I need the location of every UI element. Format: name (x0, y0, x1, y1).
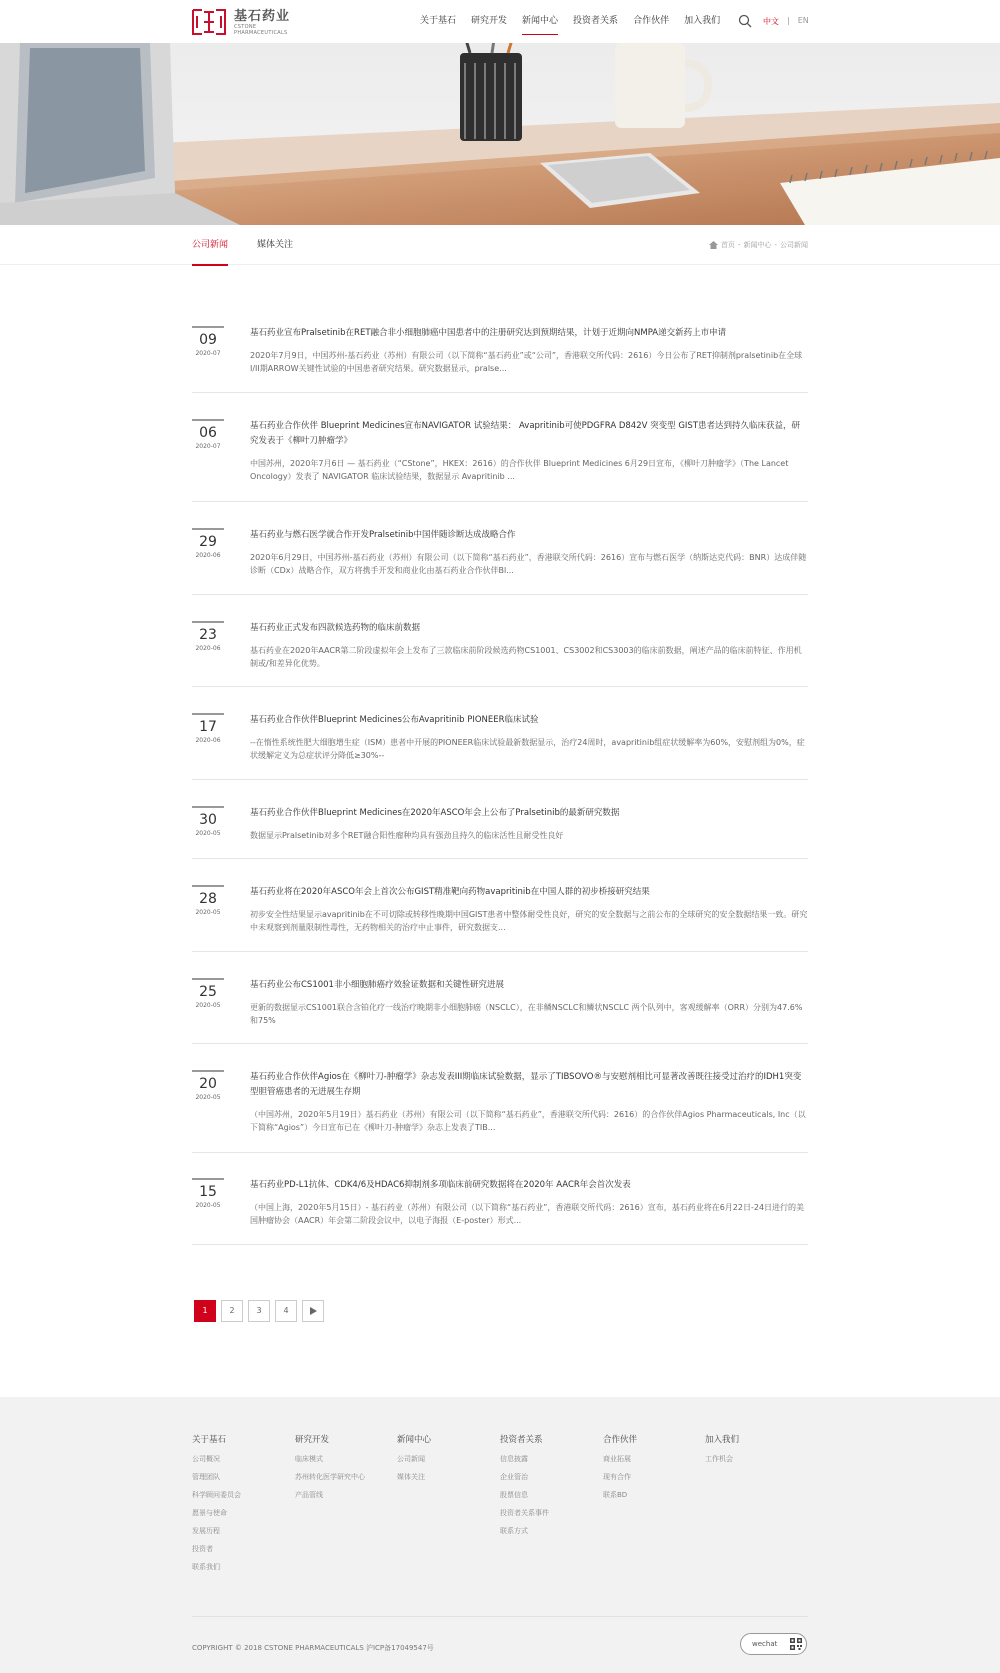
footer-link[interactable]: 现有合作 (603, 1473, 631, 1481)
news-day: 29 (199, 534, 217, 550)
page-3-button[interactable]: 3 (248, 1300, 270, 1322)
footer-heading[interactable]: 加入我们 (705, 1435, 740, 1445)
news-year-month: 2020-05 (195, 909, 221, 916)
news-title[interactable]: 基石药业合作伙伴Agios在《柳叶刀-肿瘤学》杂志发表III期临床试验数据，显示了TIBSOVO®与安慰剂相比可显著改善既往接受过治疗的IDH1突变型胆管癌患者的无进展生存期 (250, 1072, 802, 1097)
page-2-button[interactable]: 2 (221, 1300, 243, 1322)
news-date (192, 528, 224, 564)
news-item[interactable] (192, 1070, 808, 1153)
news-year-month: 2020-05 (195, 1202, 221, 1209)
breadcrumb-separator: - (774, 241, 777, 249)
copyright: COPYRIGHT © 2018 CSTONE PHARMACEUTICALS 沪ICP备17049547号 (192, 1644, 434, 1652)
news-day: 23 (199, 627, 217, 643)
footer-link[interactable]: 联系方式 (500, 1527, 528, 1535)
news-item[interactable] (192, 713, 808, 780)
nav-research[interactable]: 研究开发 (471, 16, 508, 26)
language-switch (763, 16, 809, 27)
news-date (192, 806, 224, 842)
news-year-month: 2020-06 (195, 552, 221, 559)
nav-about[interactable]: 关于基石 (420, 16, 457, 26)
footer-link[interactable]: 股票信息 (500, 1491, 528, 1499)
news-year-month: 2020-05 (195, 1094, 221, 1101)
news-year-month: 2020-05 (195, 1002, 221, 1009)
news-title[interactable]: 基石药业与燃石医学就合作开发Pralsetinib中国伴随诊断达成战略合作 (250, 530, 516, 540)
footer-link[interactable]: 公司新闻 (397, 1455, 425, 1463)
footer-link[interactable]: 信息披露 (500, 1455, 528, 1463)
nav-partners[interactable]: 合作伙伴 (633, 16, 670, 26)
news-item[interactable] (192, 419, 808, 502)
footer-link[interactable]: 工作机会 (705, 1455, 733, 1463)
news-date (192, 885, 224, 921)
news-date (192, 621, 224, 657)
news-date (192, 419, 224, 455)
news-item[interactable] (192, 1178, 808, 1245)
desk-photo (0, 43, 1000, 225)
footer-column-news (397, 1434, 431, 1490)
news-item[interactable] (192, 885, 808, 952)
tab-media-coverage[interactable]: 媒体关注 (257, 240, 294, 250)
breadcrumb-home[interactable]: 首页 (720, 241, 735, 249)
footer-heading[interactable]: 新闻中心 (397, 1435, 432, 1445)
news-title[interactable]: 基石药业公布CS1001非小细胞肺癌疗效验证数据和关键性研究进展 (250, 980, 504, 990)
news-title[interactable]: 基石药业宣布Pralsetinib在RET融合非小细胞肺癌中国患者中的注册研究达到预期结果，计划于近期向NMPA递交新药上市申请 (250, 328, 727, 338)
footer-heading[interactable]: 关于基石 (192, 1435, 227, 1445)
news-item[interactable] (192, 978, 808, 1044)
news-day: 17 (199, 719, 217, 735)
news-item[interactable] (192, 806, 808, 859)
footer-link[interactable]: 产品管线 (295, 1491, 323, 1499)
news-item[interactable] (192, 528, 808, 595)
breadcrumb-separator: - (737, 241, 741, 249)
news-date (192, 978, 224, 1014)
news-year-month: 2020-06 (195, 645, 221, 652)
news-year-month: 2020-07 (195, 350, 221, 357)
tab-company-news[interactable]: 公司新闻 (192, 225, 228, 265)
footer-column-research (295, 1434, 365, 1508)
logo-english-subname: PHARMACEUTICALS (234, 29, 288, 36)
news-summary: 基石药业在2020年AACR第二阶段虚拟年会上发布了三款临床前阶段候选药物CS1001、CS3002和CS3003的临床前数据，阐述产品的临床前特征、作用机制或/和差异化优势。 (250, 646, 802, 668)
main-nav (420, 0, 735, 43)
news-day: 09 (199, 332, 217, 348)
breadcrumb-current: 公司新闻 (780, 241, 808, 249)
breadcrumb (709, 225, 808, 265)
search-icon[interactable] (738, 14, 752, 28)
home-icon (709, 241, 718, 249)
logo-english-name: CSTONE (234, 23, 257, 30)
footer-link[interactable]: 商业拓展 (603, 1455, 631, 1463)
news-day: 15 (199, 1184, 217, 1200)
news-date (192, 326, 224, 362)
news-year-month: 2020-06 (195, 737, 221, 744)
news-summary: 中国苏州，2020年7月6日 — 基石药业（“CStone”，HKEX：2616）的合作伙伴 Blueprint Medicines 6月29日宣布，《柳叶刀肿瘤学》（The Lancet Oncology）发表了 NAVIGATOR 临床试验结果，数据显示 Avapritinib ... (250, 459, 789, 481)
footer-link[interactable]: 联系BD (603, 1491, 628, 1499)
footer-divider (192, 1616, 808, 1617)
footer-link[interactable]: 公司概况 (192, 1455, 220, 1463)
footer-heading[interactable]: 投资者关系 (500, 1435, 543, 1445)
pagination (194, 1300, 324, 1322)
site-header (0, 0, 1000, 43)
footer-column-join (705, 1434, 739, 1472)
next-page-button[interactable] (302, 1300, 324, 1322)
footer-link[interactable]: 管理团队 (192, 1473, 220, 1481)
footer-link[interactable]: 联系我们 (192, 1563, 220, 1571)
lang-zh-link[interactable]: 中文 (763, 17, 779, 26)
news-title[interactable]: 基石药业合作伙伴Blueprint Medicines在2020年ASCO年会上公布了Pralsetinib的最新研究数据 (250, 808, 620, 818)
lang-en-link[interactable]: EN (797, 16, 809, 25)
cstone-logo-mark-icon (192, 8, 226, 36)
footer-column-investors (500, 1434, 549, 1544)
lang-separator: | (787, 16, 790, 25)
sub-navigation (0, 225, 1000, 265)
news-title[interactable]: 基石药业合作伙伴Blueprint Medicines公布Avapritinib PIONEER临床试验 (250, 715, 539, 725)
news-item[interactable] (192, 621, 808, 687)
news-summary: （中国上海，2020年5月15日）- 基石药业（苏州）有限公司（以下简称“基石药业”，香港联交所代码：2616）宣布，基石药业将在6月22日-24日进行的美国肿瘤协会（AACR）年会第二阶段会议中，以电子海报（E-poster）形式... (250, 1203, 805, 1225)
logo-chinese-name: 基石药业 (234, 8, 291, 24)
footer-link[interactable]: 投资者 (192, 1545, 213, 1553)
page-1-button[interactable]: 1 (194, 1300, 216, 1322)
footer-link[interactable]: 愿景与使命 (192, 1509, 227, 1517)
nav-join[interactable]: 加入我们 (684, 16, 721, 26)
wechat-button[interactable] (740, 1633, 807, 1655)
news-year-month: 2020-07 (195, 443, 221, 450)
hero-banner (0, 43, 1000, 225)
footer-column-partners (603, 1434, 637, 1508)
news-day: 20 (199, 1076, 217, 1092)
news-date (192, 713, 224, 749)
news-title[interactable]: 基石药业PD-L1抗体、CDK4/6及HDAC6抑制剂多项临床前研究数据将在2020年 AACR年会首次发表 (250, 1180, 631, 1190)
news-day: 30 (199, 812, 217, 828)
nav-news[interactable]: 新闻中心 (522, 0, 558, 43)
footer-heading[interactable]: 研究开发 (295, 1435, 330, 1445)
footer-link[interactable]: 企业管治 (500, 1473, 528, 1481)
footer-heading[interactable]: 合作伙伴 (603, 1435, 638, 1445)
qr-code-icon (790, 1638, 802, 1650)
play-next-icon (309, 1307, 317, 1315)
news-day: 25 (199, 984, 217, 1000)
footer-column-about (192, 1434, 241, 1580)
footer-link[interactable]: 发展历程 (192, 1527, 220, 1535)
news-day: 28 (199, 891, 217, 907)
page-4-button[interactable]: 4 (275, 1300, 297, 1322)
news-summary: 2020年7月9日，中国苏州-基石药业（苏州）有限公司（以下简称“基石药业”或“公司”，香港联交所代码：2616）今日公布了RET抑制剂pralsetinib在全球I/II期ARROW关键性试验的中国患者研究结果。研究数据显示，pralse... (250, 351, 803, 373)
news-title[interactable]: 基石药业正式发布四款候选药物的临床前数据 (250, 623, 421, 633)
wechat-label: wechat (752, 1640, 778, 1648)
news-title[interactable]: 基石药业将在2020年ASCO年会上首次公布GIST精准靶向药物avapritinib在中国人群的初步桥接研究结果 (250, 887, 650, 897)
footer-link[interactable]: 投资者关系事件 (500, 1509, 549, 1517)
footer-link[interactable]: 苏州转化医学研究中心 (295, 1473, 365, 1481)
news-summary: 数据显示Pralsetinib对多个RET融合阳性瘤种均具有强劲且持久的临床活性且耐受性良好 (250, 831, 564, 840)
breadcrumb-news-center[interactable]: 新闻中心 (743, 241, 772, 249)
news-date (192, 1070, 224, 1106)
site-footer (0, 1397, 1000, 1673)
news-summary: 2020年6月29日，中国苏州-基石药业（苏州）有限公司（以下简称“基石药业”，香港联交所代码：2616）宣布与燃石医学（纳斯达克代码：BNR）达成伴随诊断（CDx）战略合作，双方将携手开发和商业化由基石药业合作伙伴Bl... (250, 553, 807, 575)
news-item[interactable] (192, 326, 808, 393)
news-summary: --在惰性系统性肥大细胞增生症（ISM）患者中开展的PIONEER临床试验最新数据显示，治疗24周时，avapritinib组症状缓解率为60%，安慰剂组为0%，症状缓解定义为总症状评分降低≥30%-- (250, 738, 805, 760)
news-date (192, 1178, 224, 1214)
nav-investors[interactable]: 投资者关系 (573, 16, 619, 26)
footer-link[interactable]: 媒体关注 (397, 1473, 425, 1481)
footer-link[interactable]: 科学顾问委员会 (192, 1491, 241, 1499)
news-year-month: 2020-05 (195, 830, 221, 837)
news-summary: （中国苏州，2020年5月19日）基石药业（苏州）有限公司（以下简称“基石药业”，香港联交所代码：2616）的合作伙伴Agios Pharmaceuticals, Inc（以下简称“Agios”）今日宣布已在《柳叶刀-肿瘤学》杂志上发表了TIB... (250, 1110, 806, 1132)
footer-link[interactable]: 临床模式 (295, 1455, 323, 1463)
news-summary: 初步安全性结果显示avapritinib在不可切除或转移性晚期中国GIST患者中整体耐受性良好，研究的安全数据与之前公布的全球研究的安全数据结果一致。研究中未观察到剂量限制性毒性，无药物相关的治疗中止事件，研究数据支... (250, 910, 808, 932)
logo[interactable] (192, 6, 292, 38)
news-title[interactable]: 基石药业合作伙伴 Blueprint Medicines宣布NAVIGATOR 试验结果： Avapritinib可使PDGFRA D842V 突变型 GIST患者达到持久临床获益，研究发表于《柳叶刀肿瘤学》 (250, 421, 801, 446)
news-day: 06 (199, 425, 217, 441)
news-summary: 更新的数据显示CS1001联合含铂化疗一线治疗晚期非小细胞肺癌（NSCLC），在非鳞NSCLC和鳞状NSCLC 两个队列中，客观缓解率（ORR）分别为47.6%和75% (250, 1003, 803, 1025)
